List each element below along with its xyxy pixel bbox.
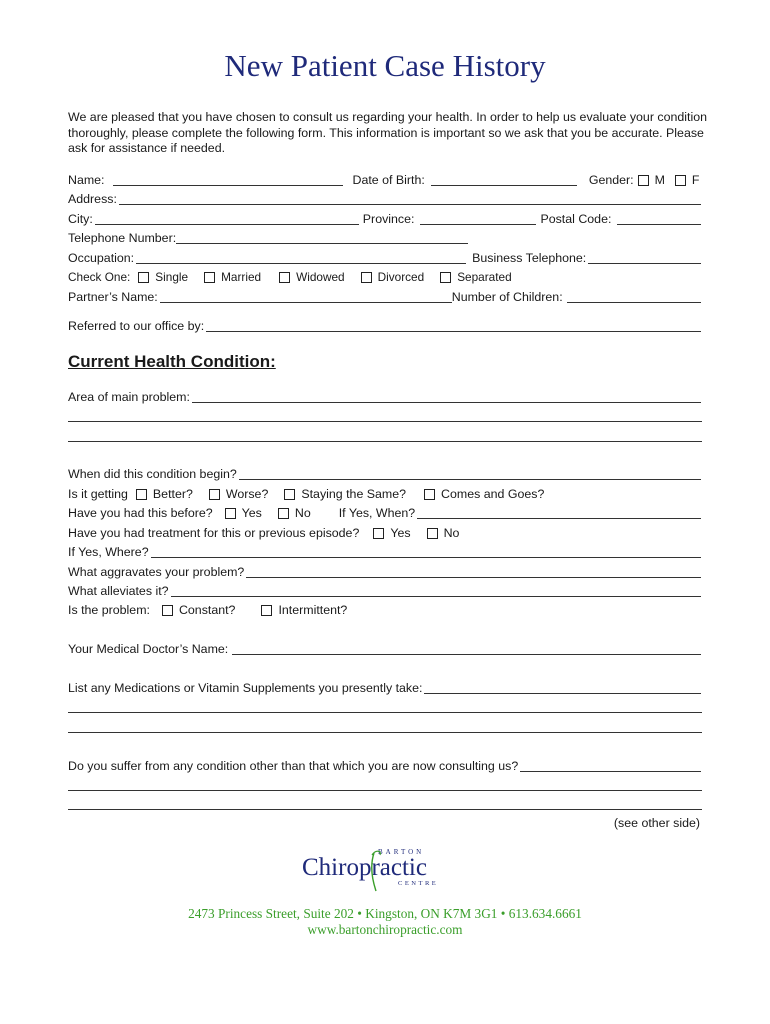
alleviates-label: What alleviates it? <box>68 584 169 598</box>
if-yes-when-label: If Yes, When? <box>338 506 416 520</box>
other-condition-line-2[interactable] <box>68 790 702 791</box>
business-tel-label: Business Telephone: <box>472 251 587 265</box>
occupation-label: Occupation: <box>68 251 135 265</box>
area-line-3[interactable] <box>68 441 702 442</box>
had-before-yes-checkbox[interactable] <box>225 508 236 519</box>
when-row <box>68 464 702 483</box>
form-title: New Patient Case History <box>224 48 546 83</box>
name-row <box>68 170 702 189</box>
single-label: Single <box>155 270 189 284</box>
occupation-field[interactable] <box>136 251 466 264</box>
alleviates-row <box>68 581 702 600</box>
had-before-label: Have you had this before? <box>68 506 213 520</box>
had-before-row <box>68 503 702 522</box>
postal-label: Postal Code: <box>540 212 612 226</box>
children-field[interactable] <box>567 290 701 303</box>
footer-website[interactable]: www.bartonchiropractic.com <box>307 922 463 937</box>
area-label: Area of main problem: <box>68 390 190 404</box>
dob-label: Date of Birth: <box>352 173 425 187</box>
telephone-row <box>68 228 702 247</box>
area-line-2[interactable] <box>68 421 702 422</box>
name-field[interactable] <box>113 173 343 186</box>
children-label: Number of Children: <box>451 290 563 304</box>
intro-text: We are pleased that you have chosen to consult us regarding your health. In order to help us evaluate your condition thoroughly, please complete the following form. This information is important so we ask that you be accurate. Please ask for assistance if needed. <box>68 110 707 155</box>
gender-f-label: F <box>691 173 700 187</box>
where-label: If Yes, Where? <box>68 545 149 559</box>
barton-chiropractic-logo <box>300 845 450 895</box>
constant-checkbox[interactable] <box>162 605 173 616</box>
city-field[interactable] <box>95 212 359 225</box>
province-field[interactable] <box>420 212 536 225</box>
referred-field[interactable] <box>206 319 701 332</box>
treatment-row <box>68 523 702 542</box>
telephone-field[interactable] <box>176 231 468 244</box>
city-row <box>68 209 702 228</box>
area-row <box>68 387 702 406</box>
province-label: Province: <box>362 212 415 226</box>
other-condition-field[interactable] <box>520 759 701 772</box>
doctor-label: Your Medical Doctor’s Name: <box>68 642 229 656</box>
postal-field[interactable] <box>617 212 701 225</box>
logo-main-text: Chiropractic <box>302 854 427 881</box>
telephone-label: Telephone Number: <box>68 231 177 245</box>
married-checkbox[interactable] <box>204 272 215 283</box>
see-other-side: (see other side) <box>613 816 700 830</box>
treatment-yes-label: Yes <box>390 526 411 540</box>
logo-top-text: BARTON <box>378 848 425 856</box>
when-field[interactable] <box>239 467 701 480</box>
treatment-yes-checkbox[interactable] <box>373 528 384 539</box>
better-label: Better? <box>152 487 193 501</box>
logo-bottom-text: CENTRE <box>398 880 439 887</box>
widowed-checkbox[interactable] <box>279 272 290 283</box>
aggravates-row <box>68 562 702 581</box>
section-title: Current Health Condition: <box>68 352 276 371</box>
had-before-no-checkbox[interactable] <box>278 508 289 519</box>
gender-m-label: M <box>654 173 665 187</box>
intermittent-label: Intermittent? <box>278 603 348 617</box>
occupation-row <box>68 248 702 267</box>
alleviates-field[interactable] <box>171 584 701 597</box>
divorced-label: Divorced <box>377 270 425 284</box>
widowed-label: Widowed <box>296 270 345 284</box>
had-before-no-label: No <box>294 506 311 520</box>
progress-row <box>68 484 702 503</box>
worse-checkbox[interactable] <box>209 489 220 500</box>
other-condition-label: Do you suffer from any condition other than that which you are now consulting us? <box>68 759 519 773</box>
intermittent-checkbox[interactable] <box>261 605 272 616</box>
business-tel-field[interactable] <box>588 251 701 264</box>
address-label: Address: <box>68 192 117 206</box>
doctor-row <box>68 639 702 658</box>
other-condition-line-3[interactable] <box>68 809 702 810</box>
treatment-no-checkbox[interactable] <box>427 528 438 539</box>
partner-row <box>68 287 702 306</box>
gender-f-checkbox[interactable] <box>675 175 686 186</box>
gender-label: Gender: <box>588 173 634 187</box>
medications-row <box>68 678 702 697</box>
is-it-label: Is it getting <box>68 487 128 501</box>
address-row <box>68 189 702 208</box>
medications-line-2[interactable] <box>68 712 702 713</box>
problem-type-row <box>68 600 702 619</box>
married-label: Married <box>221 270 262 284</box>
better-checkbox[interactable] <box>136 489 147 500</box>
dob-field[interactable] <box>431 173 577 186</box>
aggravates-label: What aggravates your problem? <box>68 565 245 579</box>
medications-label: List any Medications or Vitamin Supplements you presently take: <box>68 681 423 695</box>
treatment-no-label: No <box>443 526 460 540</box>
single-checkbox[interactable] <box>138 272 149 283</box>
other-condition-row <box>68 756 702 775</box>
where-field[interactable] <box>151 545 701 558</box>
partner-label: Partner’s Name: <box>68 290 158 304</box>
same-checkbox[interactable] <box>284 489 295 500</box>
problem-label: Is the problem: <box>68 603 150 617</box>
marital-row <box>68 267 702 286</box>
city-label: City: <box>68 212 93 226</box>
separated-checkbox[interactable] <box>440 272 451 283</box>
check-one-label: Check One: <box>68 270 131 284</box>
area-field[interactable] <box>192 390 701 403</box>
referred-row <box>68 316 702 335</box>
same-label: Staying the Same? <box>301 487 407 501</box>
treatment-label: Have you had treatment for this or previous episode? <box>68 526 360 540</box>
worse-label: Worse? <box>225 487 269 501</box>
separated-label: Separated <box>457 270 512 284</box>
address-field[interactable] <box>119 192 701 205</box>
comes-goes-checkbox[interactable] <box>424 489 435 500</box>
footer-address: 2473 Princess Street, Suite 202 • Kingston, ON K7M 3G1 • 613.634.6661 <box>188 906 582 921</box>
name-label: Name: <box>68 173 105 187</box>
if-yes-when-field[interactable] <box>417 506 701 519</box>
where-row <box>68 542 702 561</box>
comes-goes-label: Comes and Goes? <box>441 487 545 501</box>
partner-field[interactable] <box>160 290 452 303</box>
constant-label: Constant? <box>178 603 236 617</box>
divorced-checkbox[interactable] <box>361 272 372 283</box>
doctor-field[interactable] <box>232 642 701 655</box>
had-before-yes-label: Yes <box>241 506 262 520</box>
when-label: When did this condition begin? <box>68 467 237 481</box>
medications-field[interactable] <box>424 681 701 694</box>
medications-line-3[interactable] <box>68 732 702 733</box>
aggravates-field[interactable] <box>246 565 701 578</box>
gender-m-checkbox[interactable] <box>638 175 649 186</box>
referred-label: Referred to our office by: <box>68 319 205 333</box>
